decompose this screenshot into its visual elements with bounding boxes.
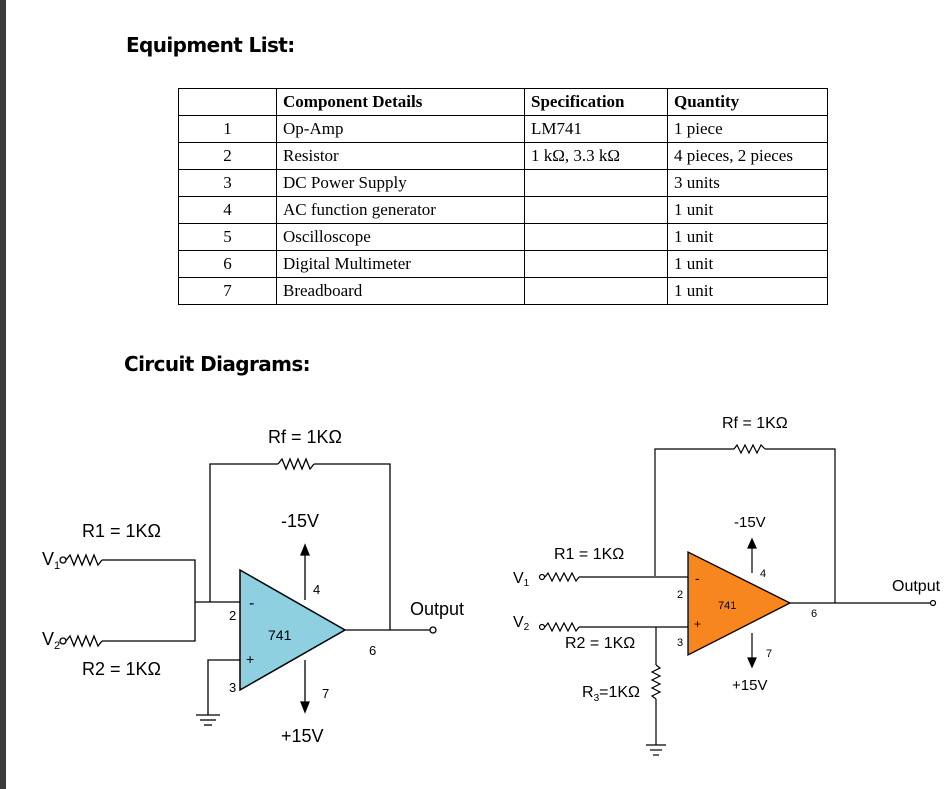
- left-v2-wire: [102, 602, 195, 641]
- right-r2-label: R2 = 1KΩ: [565, 635, 636, 652]
- left-v2-symbol: V: [42, 629, 55, 649]
- right-v2-terminal: [540, 625, 545, 630]
- right-v1-terminal: [540, 575, 545, 580]
- left-rf-label: Rf = 1KΩ: [268, 427, 342, 447]
- right-ground-icon: [646, 745, 666, 755]
- right-minus-sign: -: [695, 570, 700, 586]
- right-vneg-label: -15V: [734, 514, 766, 531]
- right-v2-symbol: V: [513, 614, 524, 631]
- left-pin4-label: 4: [313, 582, 321, 597]
- row-index: 4: [179, 197, 277, 224]
- row-index: 6: [179, 251, 277, 278]
- row-quantity: 1 unit: [668, 197, 828, 224]
- left-vpos-arrow-icon: [301, 702, 309, 712]
- left-rf-resistor-icon: [278, 459, 314, 469]
- right-rf-resistor-icon: [734, 445, 765, 453]
- left-pin2-label: 2: [229, 608, 237, 623]
- left-output-label: Output: [410, 599, 465, 619]
- left-output-terminal: [430, 627, 436, 633]
- right-vpos-label: +15V: [732, 677, 768, 694]
- header-specification: Specification: [525, 89, 668, 116]
- left-v2-terminal: [60, 638, 66, 644]
- right-r3-subscript: 3: [593, 693, 600, 704]
- right-v2-subscript: 2: [523, 622, 530, 633]
- right-v1-subscript: 1: [523, 578, 530, 589]
- row-component: AC function generator: [277, 197, 525, 224]
- left-v2-label: [42, 629, 60, 652]
- right-v1-symbol: V: [513, 570, 524, 587]
- right-pin6-label: 6: [811, 608, 818, 620]
- right-feedback-wire-right: [765, 449, 835, 603]
- right-pin2-label: 2: [677, 589, 684, 601]
- row-index: 3: [179, 170, 277, 197]
- right-output-terminal: [931, 601, 936, 606]
- row-component: Resistor: [277, 143, 525, 170]
- left-v1-terminal: [60, 557, 66, 563]
- left-r2-label: R2 = 1KΩ: [82, 659, 161, 679]
- header-component: Component Details: [277, 89, 525, 116]
- right-output-label: Output: [892, 578, 941, 595]
- row-component: Oscilloscope: [277, 224, 525, 251]
- left-vneg-label: -15V: [281, 511, 320, 531]
- left-r2-resistor-icon: [66, 636, 102, 646]
- right-opamp-triangle: [688, 552, 790, 655]
- left-chip-label: 741: [268, 627, 292, 643]
- right-vneg-arrow-icon: [748, 539, 756, 548]
- row-specification: 1 kΩ, 3.3 kΩ: [525, 143, 668, 170]
- left-pin6-label: 6: [369, 643, 377, 658]
- left-v1-subscript: 1: [54, 560, 61, 572]
- row-quantity: 1 unit: [668, 224, 828, 251]
- equipment-list-heading: Equipment List:: [126, 33, 295, 57]
- left-r1-label: R1 = 1KΩ: [82, 521, 161, 541]
- right-r3-value: =1KΩ: [599, 684, 640, 701]
- right-r3-label: [582, 684, 640, 704]
- left-vpos-label: +15V: [281, 726, 324, 746]
- right-plus-sign: +: [694, 617, 702, 631]
- row-component: Op-Amp: [277, 116, 525, 143]
- left-opamp-triangle: [240, 570, 345, 690]
- right-pin7-label: 7: [766, 648, 773, 660]
- right-r2-resistor-icon: [545, 623, 579, 631]
- left-vneg-arrow-icon: [301, 545, 309, 555]
- right-r1-label: R1 = 1KΩ: [554, 546, 625, 563]
- left-v1-wire: [102, 560, 195, 602]
- row-component: Digital Multimeter: [277, 251, 525, 278]
- right-r1-resistor-icon: [545, 573, 579, 581]
- row-index: 2: [179, 143, 277, 170]
- row-index: 7: [179, 278, 277, 305]
- right-circuit: [540, 445, 936, 755]
- row-index: 1: [179, 116, 277, 143]
- right-pin4-label: 4: [760, 568, 767, 580]
- row-specification: LM741: [525, 116, 668, 143]
- row-quantity: 1 unit: [668, 251, 828, 278]
- right-r3-resistor-icon: [652, 665, 660, 699]
- row-quantity: 3 units: [668, 170, 828, 197]
- row-quantity: 4 pieces, 2 pieces: [668, 143, 828, 170]
- right-pin3-label: 3: [677, 637, 684, 649]
- left-v1-label: [42, 549, 60, 572]
- left-minus-sign: -: [249, 595, 255, 612]
- row-component: Breadboard: [277, 278, 525, 305]
- left-v1-symbol: V: [42, 549, 55, 569]
- left-pin3-label: 3: [229, 680, 237, 695]
- circuit-diagrams-heading: Circuit Diagrams:: [124, 352, 311, 376]
- right-v1-label: [513, 570, 530, 589]
- row-component: DC Power Supply: [277, 170, 525, 197]
- left-pin7-label: 7: [322, 686, 330, 701]
- row-quantity: 1 unit: [668, 278, 828, 305]
- left-circuit: [60, 459, 436, 725]
- left-plus-sign: +: [246, 651, 255, 667]
- right-rf-label: Rf = 1KΩ: [722, 415, 788, 432]
- right-chip-label: 741: [718, 600, 737, 612]
- left-v2-subscript: 2: [54, 640, 61, 652]
- right-r3-symbol: R: [582, 684, 594, 701]
- row-quantity: 1 piece: [668, 116, 828, 143]
- left-feedback-wire-right: [314, 464, 390, 630]
- row-index: 5: [179, 224, 277, 251]
- left-r1-resistor-icon: [66, 555, 102, 565]
- header-quantity: Quantity: [668, 89, 828, 116]
- right-vpos-arrow-icon: [748, 658, 756, 667]
- right-v2-label: [513, 614, 530, 633]
- left-ground-icon: [196, 715, 220, 725]
